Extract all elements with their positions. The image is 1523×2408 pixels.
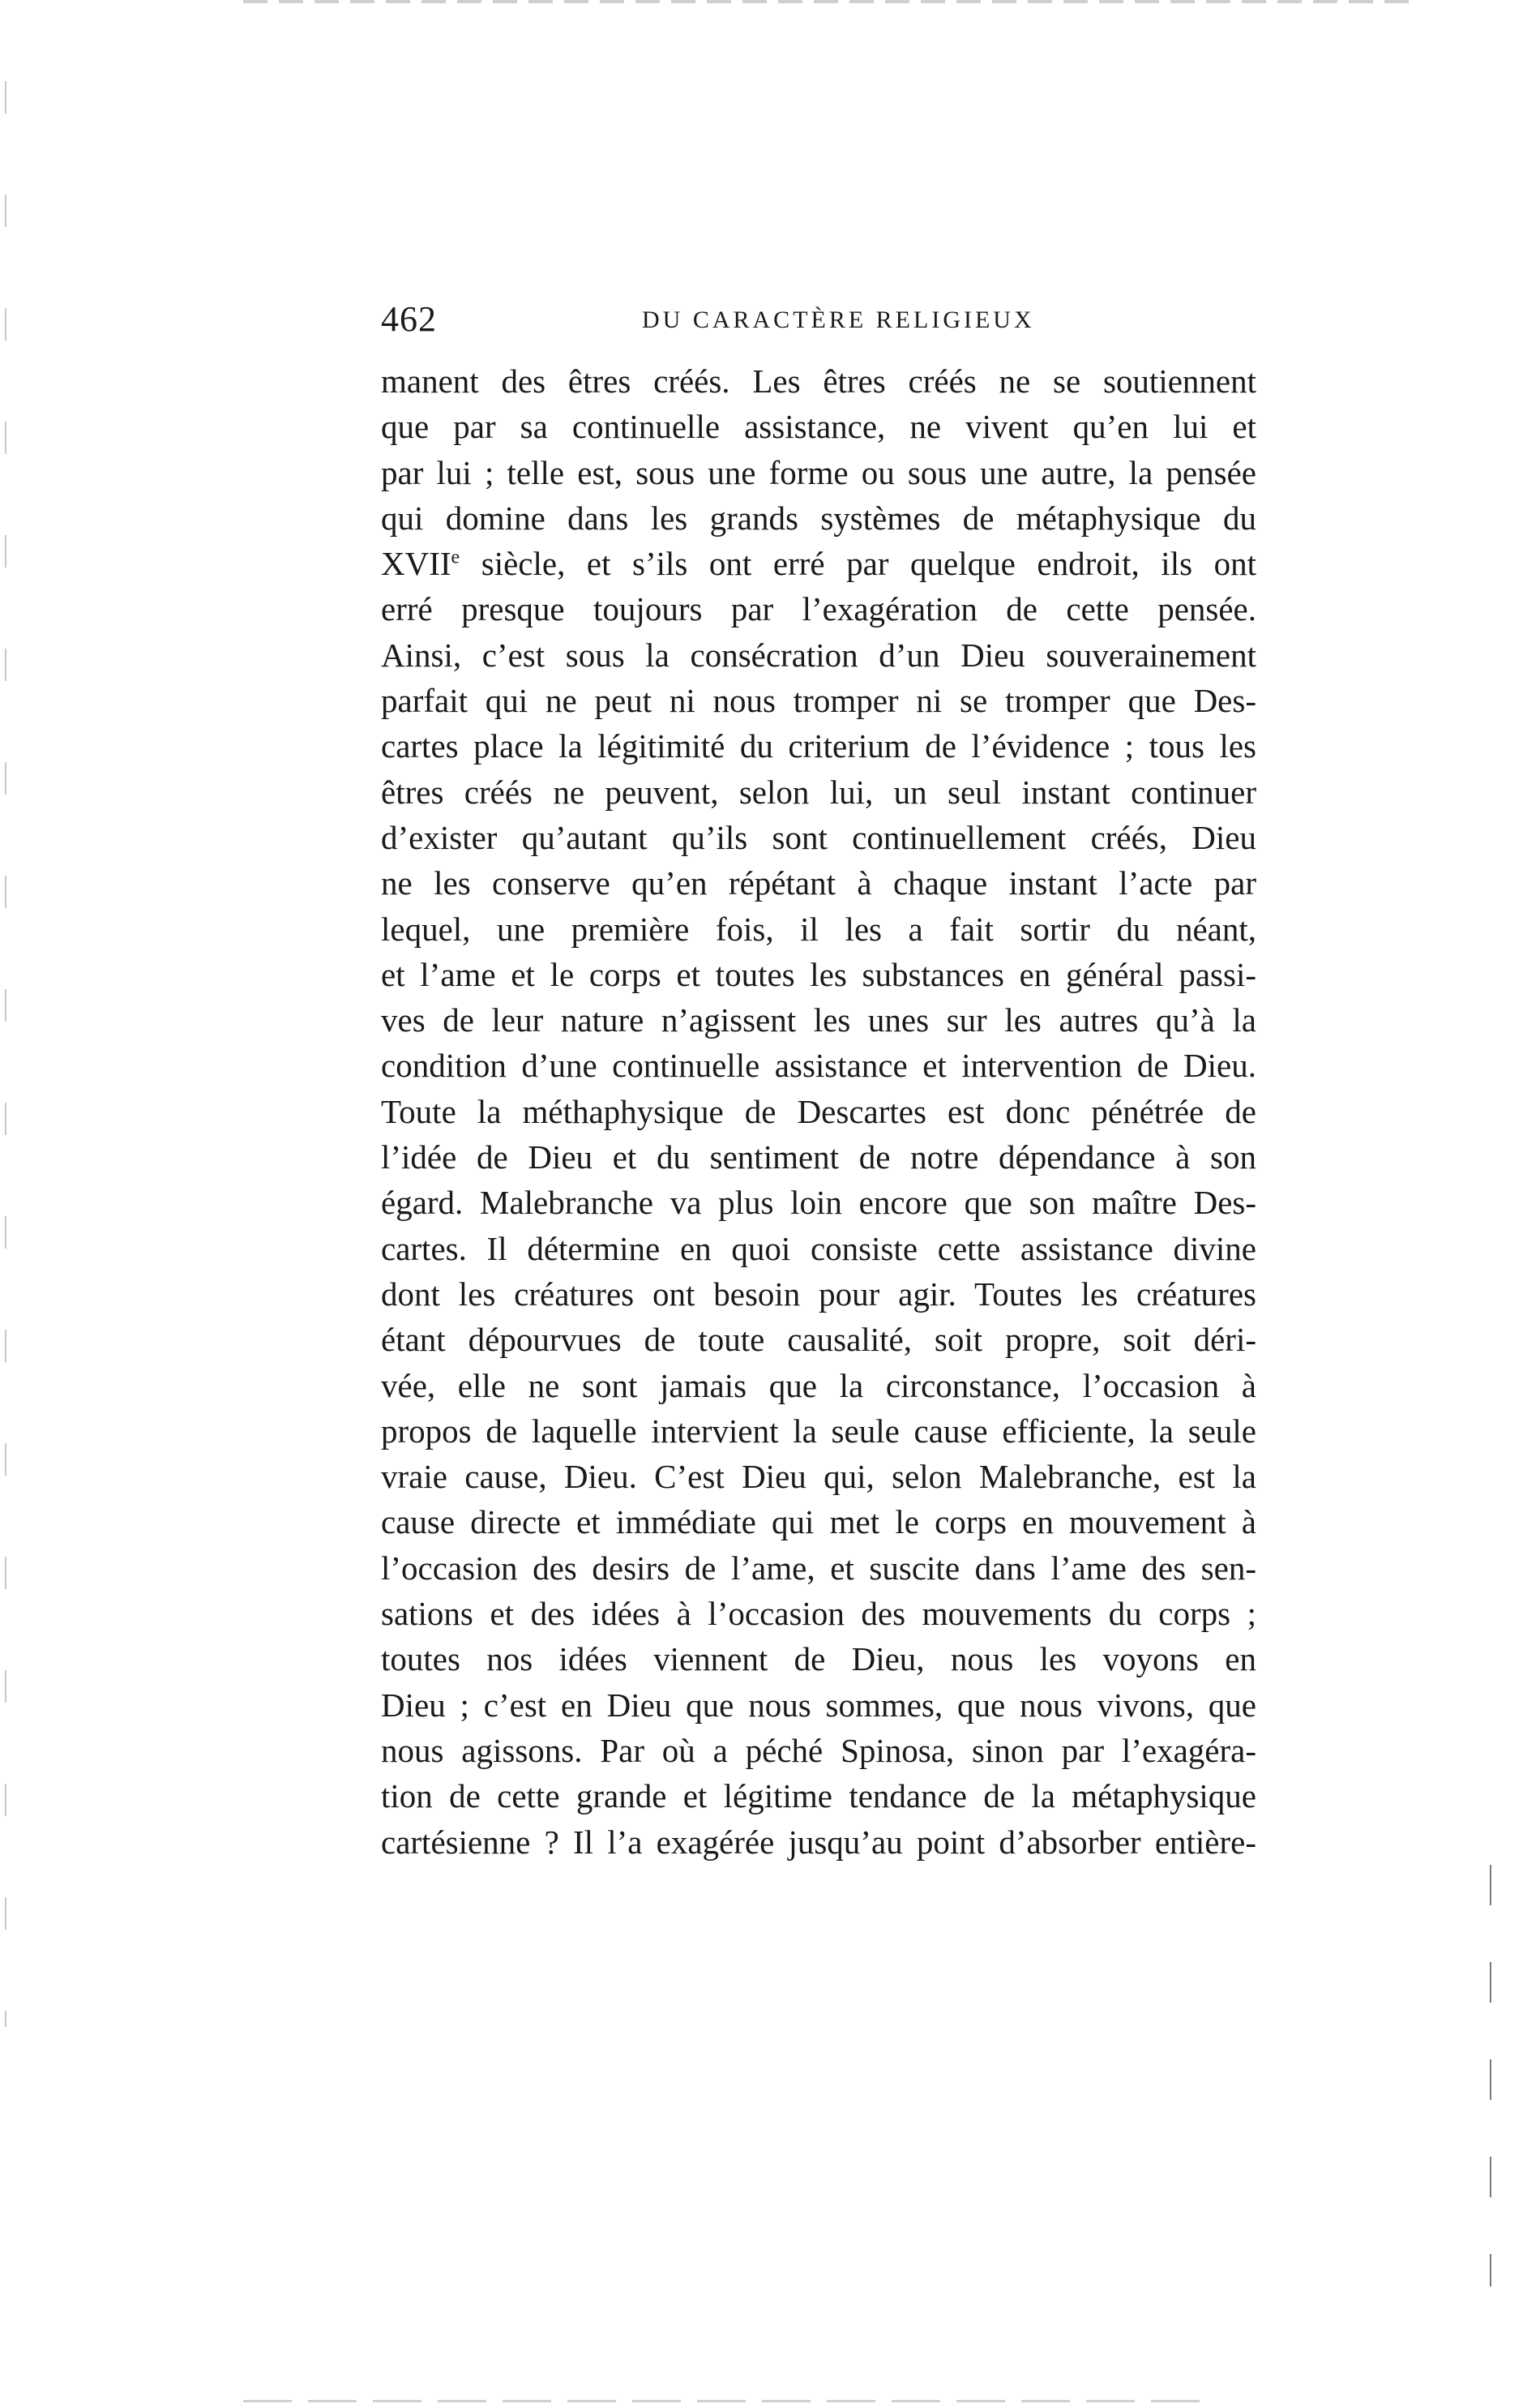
line-rest: siècle, et s’ils ont erré par quelque endroit, ils ont [460,545,1256,583]
text-line: vraie cause, Dieu. C’est Dieu qui, selon Malebranche, est la [381,1458,1256,1496]
text-line: parfait qui ne peut ni nous tromper ni se tromper que Des- [381,682,1256,720]
scan-edge-bottom [243,2400,1216,2402]
text-line: cartésienne ? Il l’a exagérée jusqu’au point d’absorber entière- [381,1823,1256,1861]
text-line: que par sa continuelle assistance, ne vivent qu’en lui et [381,408,1256,446]
roman-numeral: XVII [381,545,451,583]
text-line: ne les conserve qu’en répétant à chaque instant l’acte par [381,864,1256,902]
text-line: égard. Malebranche va plus loin encore que son maître Des- [381,1184,1256,1222]
text-line: tion de cette grande et légitime tendance de la métaphysique [381,1777,1256,1815]
text-line: cartes place la légitimité du criterium de l’évidence ; tous les [381,727,1256,765]
text-line: condition d’une continuelle assistance et intervention de Dieu. [381,1047,1256,1085]
superscript: e [451,546,460,568]
text-line: lequel, une première fois, il les a fait sortir du néant, [381,910,1256,948]
text-line: propos de laquelle intervient la seule cause efficiente, la seule [381,1412,1256,1450]
page-header [381,298,1256,347]
text-line: nous agissons. Par où a péché Spinosa, sinon par l’exagéra- [381,1731,1256,1769]
text-line: Toute la méthaphysique de Descartes est donc pénétrée de [381,1092,1256,1130]
text-line: qui domine dans les grands systèmes de métaphysique du [381,499,1256,537]
text-line-century [381,541,1256,586]
text-line: erré presque toujours par l’exagération de cette pensée. [381,590,1256,628]
text-line: Dieu ; c’est en Dieu que nous sommes, que nous vivons, que [381,1686,1256,1724]
text-line: Ainsi, c’est sous la consécration d’un Dieu souverainement [381,636,1256,674]
text-line: manent des êtres créés. Les êtres créés ne se soutiennent [381,362,1256,400]
text-line: étant dépourvues de toute causalité, soit propre, soit déri- [381,1321,1256,1359]
running-head: DU CARACTÈRE RELIGIEUX [642,306,1035,333]
text-line: cause directe et immédiate qui met le corps en mouvement à [381,1503,1256,1541]
page-number: 462 [381,299,437,339]
text-line: toutes nos idées viennent de Dieu, nous les voyons en [381,1640,1256,1678]
text-line: ves de leur nature n’agissent les unes sur les autres qu’à la [381,1001,1256,1039]
text-line: dont les créatures ont besoin pour agir. Toutes les créatures [381,1275,1256,1313]
text-line: sations et des idées à l’occasion des mouvements du corps ; [381,1595,1256,1633]
text-line: l’idée de Dieu et du sentiment de notre dépendance à son [381,1138,1256,1176]
text-line: et l’ame et le corps et toutes les substances en général passi- [381,955,1256,993]
text-line: d’exister qu’autant qu’ils sont continuellement créés, Dieu [381,818,1256,856]
scan-edge-top [243,0,1418,3]
text-line: cartes. Il détermine en quoi consiste cette assistance divine [381,1229,1256,1267]
text-line: par lui ; telle est, sous une forme ou sous une autre, la pensée [381,453,1256,491]
text-line: êtres créés ne peuvent, selon lui, un seul instant continuer [381,773,1256,811]
text-line: l’occasion des desirs de l’ame, et suscite dans l’ame des sen- [381,1549,1256,1587]
scan-edge-right [1490,1865,1491,2286]
body-text [381,358,1256,1865]
text-line: vée, elle ne sont jamais que la circonstance, l’occasion à [381,1366,1256,1404]
scan-edge-left [5,81,6,2027]
